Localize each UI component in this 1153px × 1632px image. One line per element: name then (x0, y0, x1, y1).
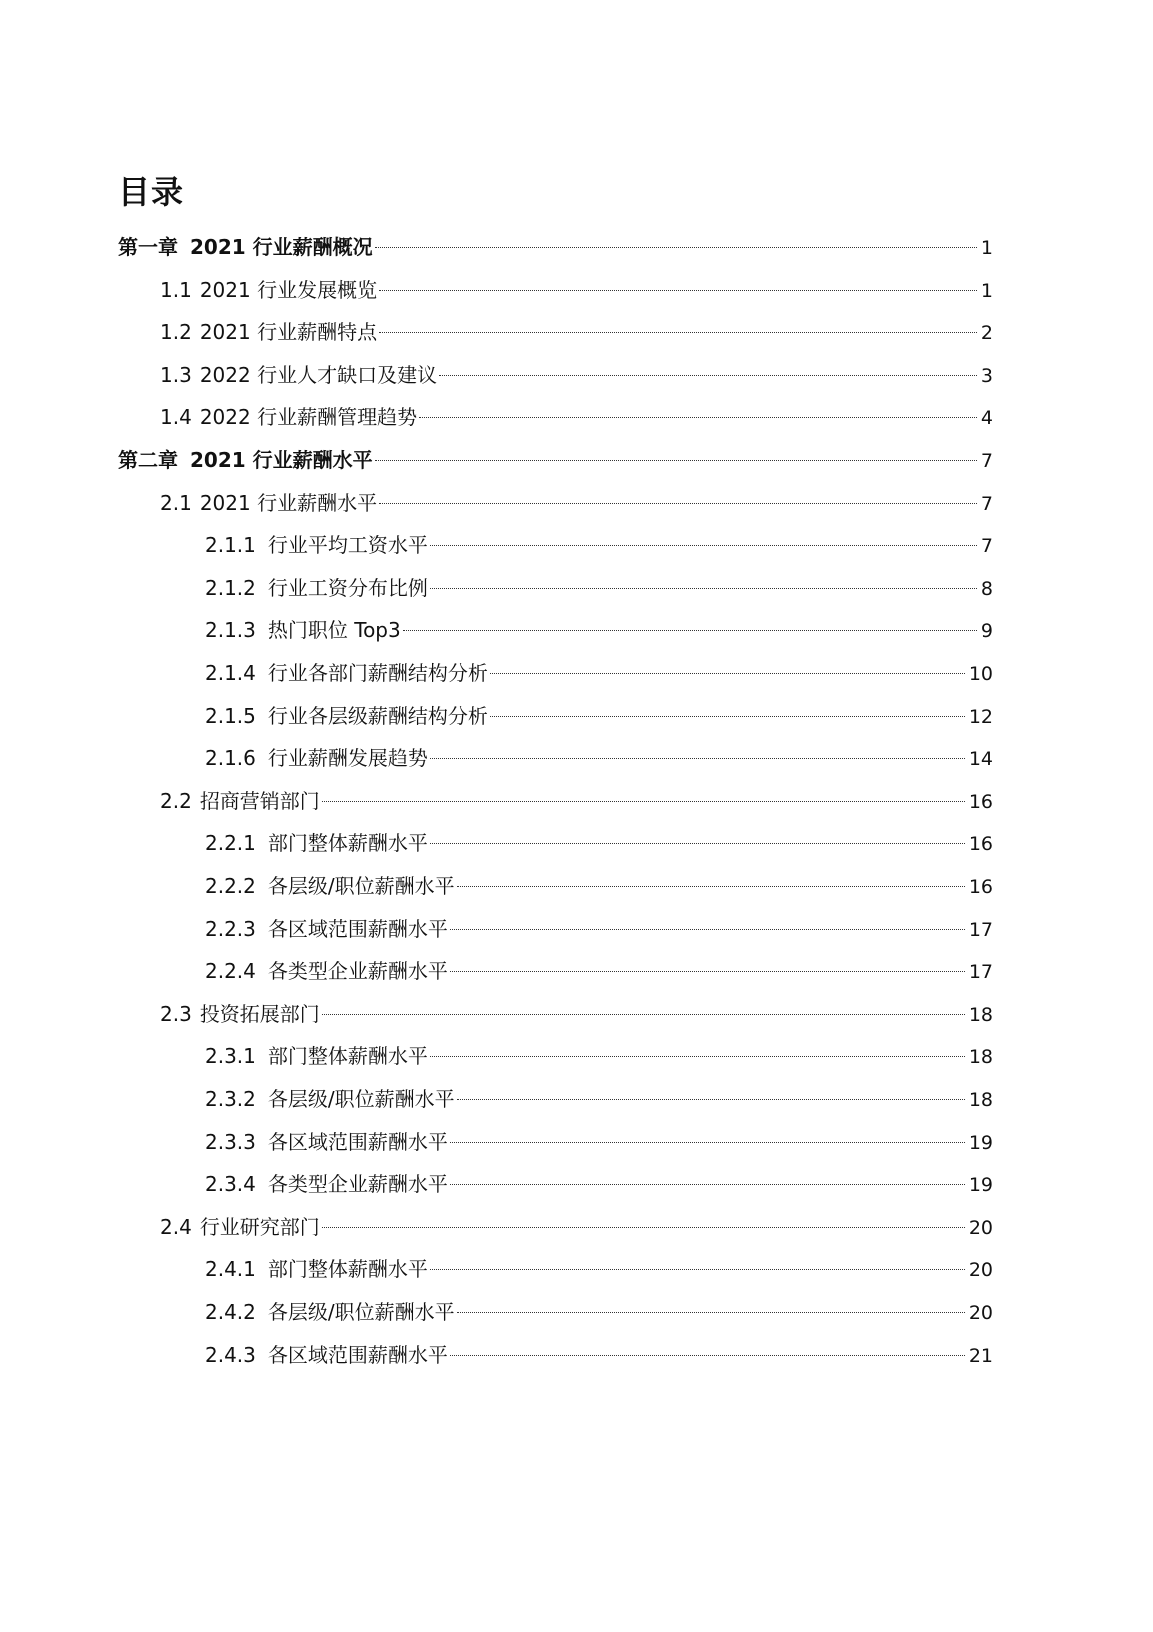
toc-entry-text: 热门职位 Top3 (267, 618, 401, 643)
toc-entry[interactable] (160, 402, 993, 432)
toc-entry-text: 部门整体薪酬水平 (267, 1044, 428, 1069)
toc-page-number: 7 (980, 492, 993, 515)
toc-entry[interactable] (205, 1084, 993, 1114)
toc-page-number: 2 (980, 322, 993, 345)
dot-leader (450, 971, 965, 972)
toc-entry[interactable] (205, 1340, 993, 1370)
dot-leader (430, 1056, 965, 1057)
toc-entry-number: 2.3.3 (205, 1129, 256, 1154)
dot-leader (322, 1227, 965, 1228)
toc-entry-label (205, 743, 428, 773)
toc-entry-label (205, 1254, 428, 1284)
toc-entry-number: 1.1 (160, 277, 192, 302)
toc-entry[interactable] (160, 488, 993, 518)
toc-entry-label (160, 360, 437, 390)
toc-entry[interactable] (205, 1254, 993, 1284)
toc-entry-number: 2.1.2 (205, 575, 256, 600)
toc-page-number: 18 (968, 1003, 993, 1026)
toc-entry[interactable] (205, 530, 993, 560)
toc-page-number: 8 (980, 577, 993, 600)
dot-leader (457, 1312, 965, 1313)
dot-leader (457, 1099, 965, 1100)
toc-entry-number: 2.1.5 (205, 703, 256, 728)
toc-page-number: 16 (968, 833, 993, 856)
toc-entry-number: 第一章 (118, 235, 178, 259)
toc-page-number: 16 (968, 876, 993, 898)
toc-entry-label (205, 658, 488, 688)
toc-entry-number: 2.4.3 (205, 1342, 256, 1367)
toc-entry-number: 第二章 (118, 448, 178, 472)
dot-leader (375, 247, 977, 248)
toc-entry[interactable] (205, 615, 993, 645)
toc-entry-label (205, 956, 448, 986)
toc-entry[interactable] (205, 1041, 993, 1071)
toc-entry-number: 2.3.1 (205, 1044, 256, 1069)
dot-leader (403, 630, 977, 631)
dot-leader (457, 886, 965, 887)
dot-leader (379, 503, 977, 504)
dot-leader (490, 716, 965, 717)
toc-entry-text: 2021 行业薪酬概况 (190, 235, 373, 259)
toc-entry-label (160, 402, 417, 432)
toc-entry-label (160, 488, 377, 518)
toc-entry-label (205, 828, 428, 858)
toc-page-number: 17 (968, 918, 993, 941)
dot-leader (430, 545, 977, 546)
dot-leader (450, 929, 965, 930)
toc-entry-text: 2021 行业薪酬水平 (199, 490, 378, 515)
toc-entry-label (205, 1169, 448, 1199)
toc-entry[interactable] (160, 999, 993, 1029)
toc-entry[interactable] (118, 445, 993, 475)
toc-page-number: 17 (968, 961, 993, 984)
toc-entry-number: 2.1.6 (205, 746, 256, 771)
toc-entry-label (160, 786, 320, 816)
toc-entry-label (160, 317, 377, 347)
toc-entry-label (205, 615, 401, 645)
toc-entry-number: 2.1 (160, 490, 192, 515)
toc-entry-number: 2.1.1 (205, 533, 256, 558)
toc-entry-label (205, 1041, 428, 1071)
toc-entry-text: 行业各层级薪酬结构分析 (267, 703, 488, 728)
toc-entry-text: 各区域范围薪酬水平 (267, 1342, 448, 1367)
toc-entry[interactable] (205, 658, 993, 688)
toc-entry-label (118, 445, 373, 475)
toc-entry-number: 2.1.4 (205, 661, 256, 685)
toc-entry-number: 2.3.2 (205, 1087, 256, 1111)
toc-page-number: 7 (980, 535, 993, 558)
toc-entry[interactable] (160, 275, 993, 305)
dot-leader (450, 1142, 965, 1143)
toc-entry-number: 2.4 (160, 1214, 192, 1239)
toc-entry-text: 各层级/职位薪酬水平 (267, 874, 455, 898)
toc-entry-text: 各层级/职位薪酬水平 (267, 1087, 455, 1111)
toc-entry-text: 行业平均工资水平 (267, 533, 428, 558)
toc-entry-number: 1.4 (160, 405, 192, 430)
toc-entry-text: 行业各部门薪酬结构分析 (267, 661, 488, 685)
toc-entry-text: 各区域范围薪酬水平 (267, 916, 448, 941)
toc-entry[interactable] (160, 1212, 993, 1242)
toc-page-number: 3 (980, 364, 993, 387)
toc-entry-number: 2.3 (160, 1001, 192, 1026)
toc-page-number: 9 (980, 620, 993, 643)
toc-entry-label (205, 701, 488, 731)
dot-leader (430, 843, 965, 844)
toc-entry-text: 各层级/职位薪酬水平 (267, 1300, 455, 1324)
toc-entry-number: 2.2 (160, 788, 192, 813)
toc-entry[interactable] (205, 1127, 993, 1157)
toc-entry[interactable] (205, 914, 993, 944)
toc-entry-text: 行业工资分布比例 (267, 575, 428, 600)
dot-leader (490, 673, 965, 674)
toc-entry-number: 1.3 (160, 362, 192, 387)
toc-entry[interactable] (160, 317, 993, 347)
toc-entry-text: 各类型企业薪酬水平 (267, 959, 448, 984)
toc-page-number: 19 (968, 1131, 993, 1154)
toc-entry-text: 2022 行业人才缺口及建议 (199, 362, 438, 387)
toc-title: 目录 (118, 173, 185, 211)
dot-leader (430, 1269, 965, 1270)
toc-entry-label (160, 999, 320, 1029)
toc-page-number: 14 (968, 748, 993, 771)
toc-entry[interactable] (205, 743, 993, 773)
toc-entry-text: 2021 行业薪酬特点 (199, 320, 378, 345)
toc-entry-text: 2021 行业发展概览 (199, 277, 378, 302)
toc-entry-label (205, 914, 448, 944)
toc-page-number: 20 (968, 1216, 993, 1239)
toc-entry-text: 部门整体薪酬水平 (267, 831, 428, 856)
toc-entry-label (205, 1084, 455, 1114)
toc-entry-text: 行业研究部门 (199, 1214, 320, 1239)
toc-page-number: 18 (968, 1089, 993, 1111)
toc-entry[interactable] (205, 871, 993, 901)
toc-entry-number: 1.2 (160, 320, 192, 345)
toc-entry[interactable] (160, 786, 993, 816)
toc-entry[interactable] (205, 828, 993, 858)
toc-entry-text: 部门整体薪酬水平 (267, 1257, 428, 1282)
dot-leader (439, 375, 977, 376)
toc-entry-label (160, 1212, 320, 1242)
toc-entry-label (205, 530, 428, 560)
toc-entry[interactable] (205, 573, 993, 603)
dot-leader (322, 801, 965, 802)
toc-entry[interactable] (118, 232, 993, 262)
dot-leader (450, 1355, 965, 1356)
toc-entry-text: 2021 行业薪酬水平 (190, 448, 373, 472)
toc-page-number: 4 (980, 407, 993, 430)
toc-page-number: 12 (968, 705, 993, 728)
toc-entry-number: 2.2.4 (205, 959, 256, 984)
toc-page-number: 20 (968, 1259, 993, 1282)
toc-page-number: 20 (968, 1302, 993, 1324)
dot-leader (379, 290, 977, 291)
toc-entry-label (205, 573, 428, 603)
toc-entry-label (118, 232, 373, 262)
dot-leader (430, 758, 965, 759)
toc-entry-text: 投资拓展部门 (199, 1001, 320, 1026)
toc-entry-number: 2.4.1 (205, 1257, 256, 1282)
toc-page-number: 1 (980, 279, 993, 302)
toc-page-number: 16 (968, 790, 993, 813)
toc-page-number: 19 (968, 1174, 993, 1197)
toc-entry-text: 各区域范围薪酬水平 (267, 1129, 448, 1154)
toc-page-number: 7 (980, 450, 993, 472)
toc-entry[interactable] (205, 1169, 993, 1199)
toc-entry-label (160, 275, 377, 305)
toc-entry-number: 2.2.1 (205, 831, 256, 856)
toc-page-number: 18 (968, 1046, 993, 1069)
toc-entry-number: 2.2.2 (205, 874, 256, 898)
toc-entry[interactable] (160, 360, 993, 390)
toc-page-number: 1 (980, 237, 993, 259)
toc-entry-text: 招商营销部门 (199, 788, 320, 813)
toc-entry-number: 2.2.3 (205, 916, 256, 941)
dot-leader (322, 1014, 965, 1015)
toc-entry[interactable] (205, 956, 993, 986)
dot-leader (419, 417, 977, 418)
dot-leader (375, 460, 977, 461)
toc-entry-text: 各类型企业薪酬水平 (267, 1172, 448, 1197)
toc-entry-label (205, 871, 455, 901)
toc-entry-number: 2.3.4 (205, 1172, 256, 1197)
toc-entry[interactable] (205, 701, 993, 731)
toc-entry-number: 2.4.2 (205, 1300, 256, 1324)
toc-entry[interactable] (205, 1297, 993, 1327)
toc-entry-label (205, 1127, 448, 1157)
toc-page-number: 21 (968, 1344, 993, 1367)
dot-leader (379, 332, 977, 333)
dot-leader (450, 1184, 965, 1185)
toc-entry-label (205, 1340, 448, 1370)
toc-entry-text: 行业薪酬发展趋势 (267, 746, 428, 771)
toc-entry-label (205, 1297, 455, 1327)
toc-entry-text: 2022 行业薪酬管理趋势 (199, 405, 418, 430)
toc-entry-number: 2.1.3 (205, 618, 256, 643)
toc-page-number: 10 (968, 663, 993, 685)
dot-leader (430, 588, 977, 589)
